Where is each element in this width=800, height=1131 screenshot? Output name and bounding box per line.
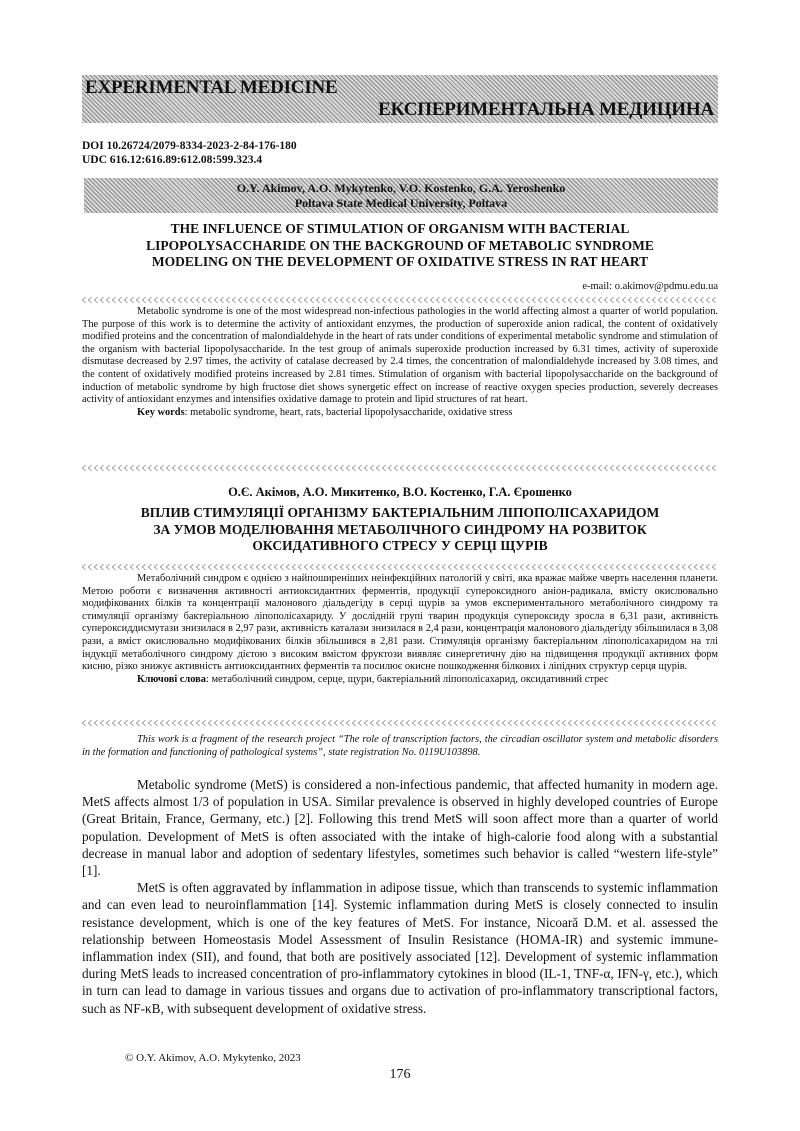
wavy-divider [82, 564, 718, 570]
article-title-en [82, 221, 718, 271]
body-paragraph: MetS is often aggravated by inflammation in adipose tissue, which than transcends to systemic inflammation and can even lead to neuroinflammation [14]. Systemic inflammation during MetS is closely connected to insulin resistance development, which is one of the key features of MetS. For instance, Nicoară D.M. et al. assessed the relationship between Homeostasis Model Assessment of Insulin Resistance (HOMA-IR) and systemic immune-inflammation index (SII), and found, that both are positively associated [12]. Development of systemic inflammation during MetS leads to increased concentration of pro-inflammatory cytokines in blood (IL-1, TNF-α, IFN-γ, etc.), which in turn can lead to damage in various tissues and organs due to activation of pro-inflammatory transcriptional factors, such as NF-κB, with subsequent development of oxidative stress. [82, 880, 718, 1016]
keywords-en [82, 407, 718, 420]
authors-banner [84, 178, 718, 213]
wavy-divider [82, 297, 718, 303]
contact-email: e-mail: o.akimov@pdmu.edu.ua [582, 281, 718, 292]
article-title-ua [82, 505, 718, 555]
title-en-line: MODELING ON THE DEVELOPMENT OF OXIDATIVE STRESS IN RAT HEART [151, 254, 649, 269]
title-ua-line: ЗА УМОВ МОДЕЛЮВАННЯ МЕТАБОЛІЧНОГО СИНДРОМУ НА РОЗВИТОК [153, 521, 647, 537]
wavy-divider [82, 465, 718, 471]
abstract-en-text: Metabolic syndrome is one of the most widespread non-infectious pathologies in the world affecting almost a quarter of world population. The purpose of this work is to determine the activity of antioxidant enzymes, the production of superoxide anion radical, the content of oxidatively modified proteins and the concentration of malondialdehyde in the heart of rats under conditions of experimental metabolic syndrome and stimulation of the organism with bacterial lipopolysaccharide. In the test group of animals superoxide production increased by 6.31 times, activity of superoxide dismutase decreased by 2.97 times, the activity of catalase decreased by 2.4 times, the concentration of malondialdehyde increased by 3.08 times, and the content of oxidatively modified proteins increased by 2.81 times. Stimulation of organism with bacterial lipopolysaccharide on the background of induction of metabolic syndrome by high fructose diet shows synergetic effect on increase of reactive oxygen species production, severely decreases activity of antioxidant enzymes and intensifies oxidative damage to protein and lipid structures of rat heart. [82, 306, 718, 406]
keywords-label: Key words [137, 406, 185, 418]
keywords-ua [82, 674, 718, 687]
article-identifiers [82, 139, 297, 167]
article-body [82, 776, 718, 1017]
body-paragraph: Metabolic syndrome (MetS) is considered a non-infectious pandemic, that affected humanity in modern age. MetS affects almost 1/3 of population in USA. Similar prevalence is observed in highly developed countries of Europe (Great Britain, France, Germany, etc.) [2]. Following this trend MetS will soon affect more than a quarter of world population. Development of MetS is often associated with the intake of high-calorie food along with a substantial decrease in manual labor and adoption of sedentary lifestyles, sometimes such behavior is called “western life-style” [1]. [82, 777, 718, 879]
abstract-ua-text: Метаболічний синдром є однією з найпоширеніших неінфекційних патологій у світі, яка вражає майже чверть населення планети. Метою роботи є визначення активності антиоксидантних ферментів, продукції супероксидного аніон-радикала, вмісту окислювально модифікованих білків та концентрації малонового діальдегіду в серці щурів за умов експериментального метаболічного синдрому та стимуляції організму бактеріальною ліпополісахариду. У дослідній групі тварин продукція супероксиду зросла в 6,31 рази, активність супероксиддисмутази знизилася в 2,97 рази, активність каталази знизилася в 2,4 рази, концентрація малонового діальдегіду збільшилася в 3,08 рази, а вміст окислювально модифікованих білків збільшився в 2,81 рази. Стимуляція організму бактеріальним ліпополісахаридом на тлі індукції метаболічного синдрому дієтою з високим вмістом фруктози виявляє синергетичну дію на підвищення продукції активних форм кисню, різко знижує активність антиоксидантних ферментів та посилює окисне пошкодження білкових і ліпідних структур серця щурів. [82, 573, 718, 673]
wavy-divider [82, 720, 718, 726]
section-title-en: EXPERIMENTAL MEDICINE [85, 77, 338, 98]
section-title-ua: ЕКСПЕРИМЕНТАЛЬНА МЕДИЦИНА [378, 99, 714, 120]
abstract-en [82, 306, 718, 419]
funding-note [82, 734, 718, 759]
copyright: © O.Y. Akimov, A.O. Mykytenko, 2023 [125, 1052, 301, 1064]
udc: UDC 616.12:616.89:612.08:599.323.4 [82, 154, 263, 166]
keywords-label: Ключові слова [137, 673, 206, 685]
keywords-list: : метаболічний синдром, серце, щури, бактеріальний ліпополісахарид, оксидативний стрес [205, 673, 609, 685]
keywords-list: : metabolic syndrome, heart, rats, bacterial lipopolysaccharide, oxidative stress [184, 406, 513, 418]
author-names-ua: О.Є. Акімов, А.О. Микитенко, В.О. Костенко, Г.А. Єрошенко [228, 485, 572, 499]
title-en-line: LIPOPOLYSACCHARIDE ON THE BACKGROUND OF METABOLIC SYNDROME [146, 237, 654, 253]
affiliation: Poltava State Medical University, Poltava [294, 196, 508, 210]
title-ua-line: ОКСИДАТИВНОГО СТРЕСУ У СЕРЦІ ЩУРІВ [252, 538, 548, 553]
abstract-ua [82, 573, 718, 686]
title-en-line: THE INFLUENCE OF STIMULATION OF ORGANISM WITH BACTERIAL [170, 221, 630, 236]
funding-note-text: This work is a fragment of the research project “The role of transcription factors, the circadian oscillator system and metabolic disorders in the formation and functioning of pathological systems”, state registration No. 0119U103898. [82, 734, 718, 758]
title-ua-line: ВПЛИВ СТИМУЛЯЦІЇ ОРГАНІЗМУ БАКТЕРІАЛЬНИМ ЛІПОПОЛІСАХАРИДОМ [140, 505, 660, 520]
section-banner [82, 75, 718, 123]
doi: DOI 10.26724/2079-8334-2023-2-84-176-180 [82, 140, 297, 152]
author-names-en: O.Y. Akimov, A.O. Mykytenko, V.O. Kostenko, G.A. Yeroshenko [236, 181, 566, 195]
page-number: 176 [389, 1067, 411, 1082]
